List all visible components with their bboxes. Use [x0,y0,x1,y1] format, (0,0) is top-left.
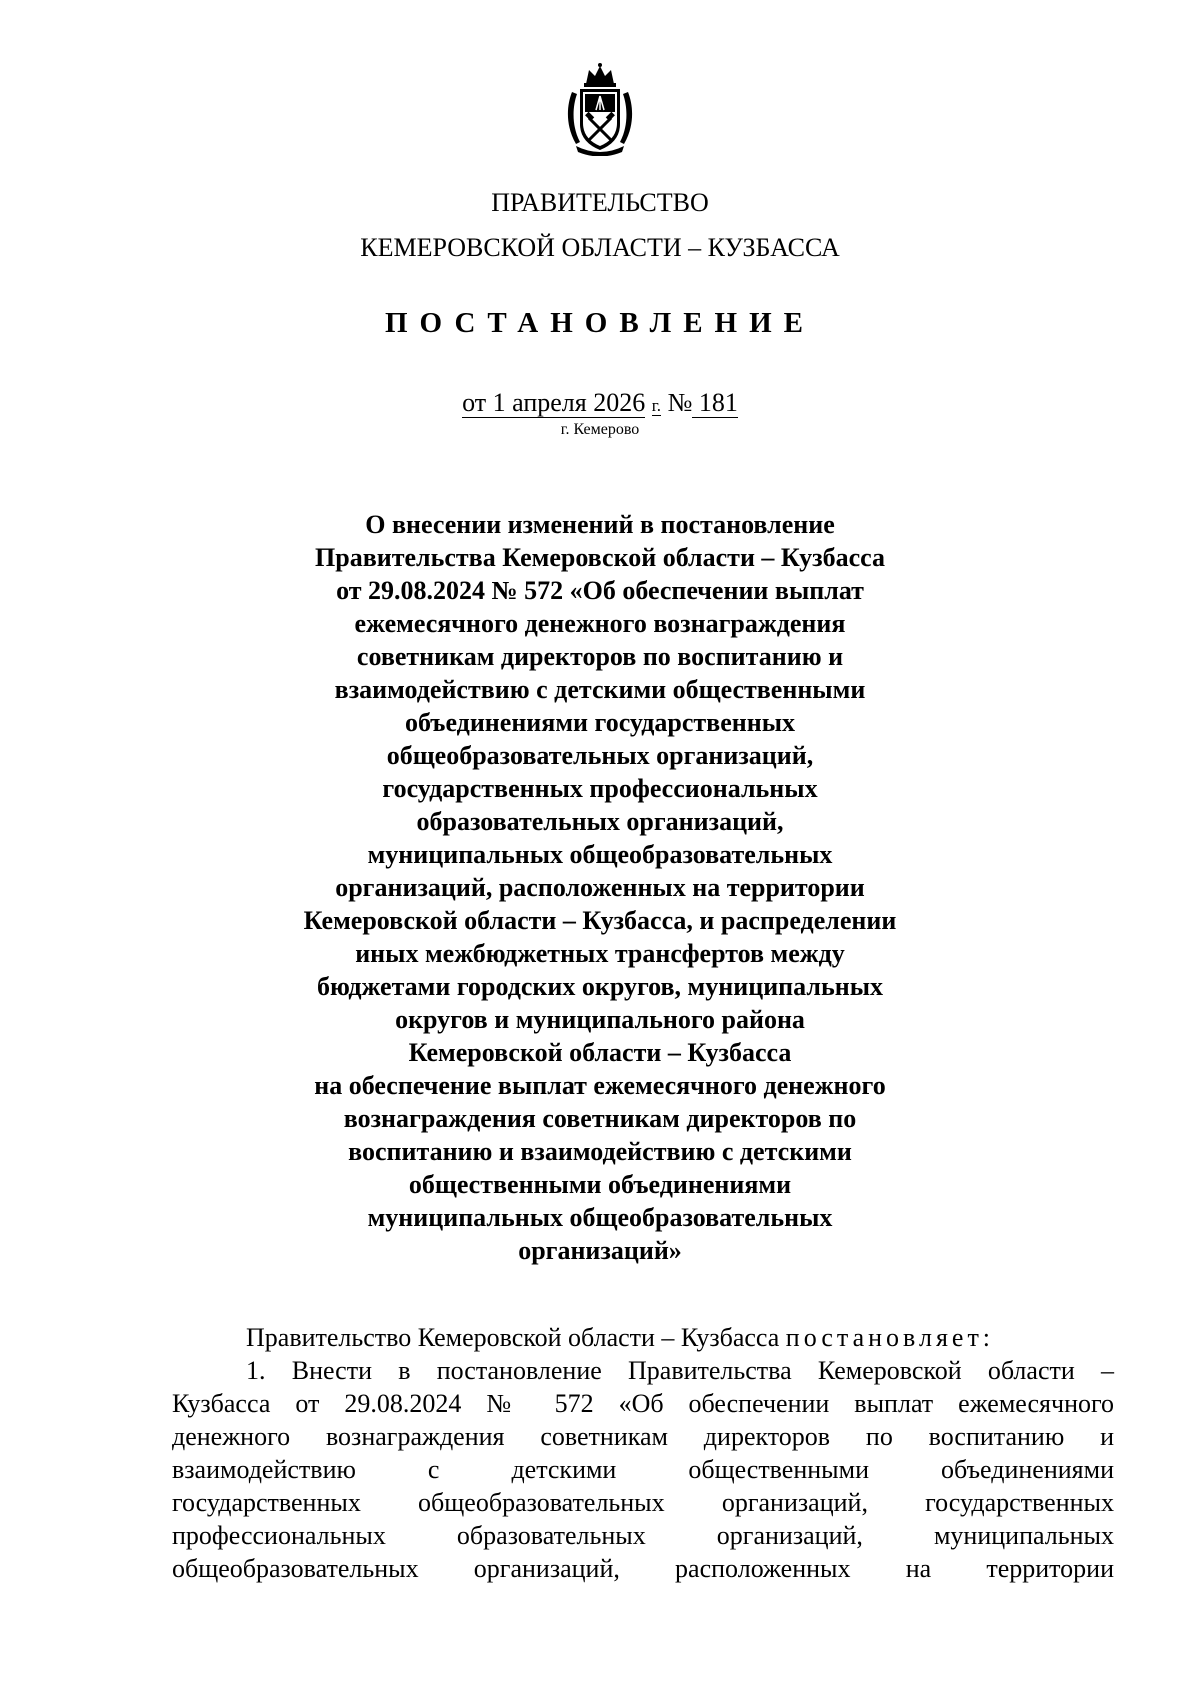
title-line: воспитанию и взаимодействию с детскими [348,1137,852,1166]
preamble-text: Правительство Кемеровской области – Кузбасса [246,1323,780,1352]
title-line: муниципальных общеобразовательных [367,840,833,869]
title-line: образовательных организаций, [416,807,784,836]
date-number-line [0,388,1200,418]
document-number: 181 [692,388,738,418]
item1-line: государственных общеобразовательных организаций, государственных [172,1488,1114,1517]
title-line: общественными объединениями [408,1170,792,1199]
item1-line: Кузбасса от 29.08.2024 № 572 «Об обеспечении выплат ежемесячного [172,1389,1114,1418]
year-suffix: г. [651,396,662,415]
preamble-paragraph [172,1321,1114,1354]
coat-of-arms-icon [562,62,638,156]
item1-line: профессиональных образовательных организаций, муниципальных [172,1521,1114,1550]
title-line: государственных профессиональных [382,774,818,803]
issuing-city: г. Кемерово [560,421,640,438]
date-field [462,388,645,418]
document-date: 1 апреля 2026 [492,388,646,417]
document-title [300,508,900,1267]
date-prefix: от [462,388,487,417]
title-line: муниципальных общеобразовательных [367,1203,833,1232]
title-line: О внесении изменений в постановление [365,510,835,539]
title-line: организаций» [518,1236,682,1265]
title-line: советникам директоров по воспитанию и [356,642,844,671]
title-line: Кемеровской области – Кузбасса [408,1038,792,1067]
title-line: бюджетами городских округов, муниципальных [317,972,883,1001]
authority-name-line1: ПРАВИТЕЛЬСТВО [491,188,709,217]
title-line: общеобразовательных организаций, [386,741,814,770]
title-line: взаимодействию с детскими общественными [334,675,866,704]
preamble-verb: постановляет: [785,1323,995,1352]
authority-name-line2: КЕМЕРОВСКОЙ ОБЛАСТИ – КУЗБАССА [360,233,840,262]
document-body [172,1321,1114,1585]
title-line: Кемеровской области – Кузбасса, и распределении [303,906,897,935]
item1-line: общеобразовательных организаций, расположенных на территории [172,1554,1114,1583]
item1-line: 1. Внести в постановление Правительства Кемеровской области – [246,1356,1114,1385]
item1-line: взаимодействию с детскими общественными объединениями [172,1455,1114,1484]
title-line: от 29.08.2024 № 572 «Об обеспечении выплат [336,576,864,605]
title-line: организаций, расположенных на территории [335,873,865,902]
title-line: объединениями государственных [404,708,796,737]
document-type-heading: ПОСТАНОВЛЕНИЕ [384,307,815,339]
number-sign: № [667,388,693,417]
title-line: ежемесячного денежного вознаграждения [354,609,846,638]
title-line: иных межбюджетных трансфертов между [355,939,845,968]
title-line: Правительства Кемеровской области – Кузбасса [315,543,885,572]
item1-line: денежного вознаграждения советникам директоров по воспитанию и [172,1422,1114,1451]
title-line: на обеспечение выплат ежемесячного денежного [314,1071,886,1100]
title-line: вознаграждения советникам директоров по [343,1104,857,1133]
title-line: округов и муниципального района [395,1005,805,1034]
